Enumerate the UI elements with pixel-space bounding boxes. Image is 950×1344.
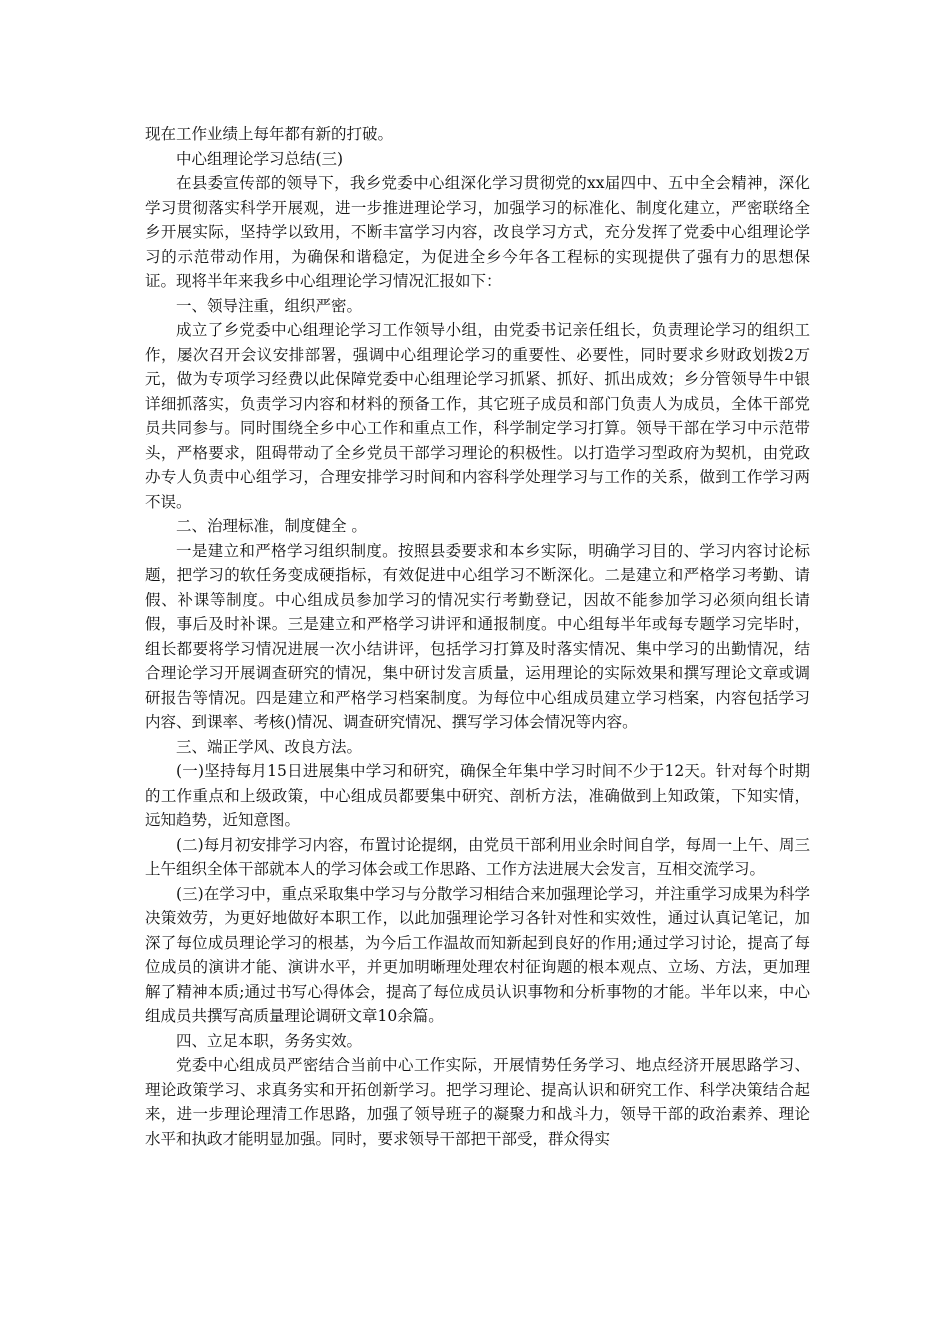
paragraph-method-2: (二)每月初安排学习内容，布置讨论提纲，由党员干部利用业余时间自学，每周一上午、周三上午组织全体干部就本人的学习体会或工作思路、工作方法进展大会发言，互相交流学习。 bbox=[145, 835, 810, 878]
heading-2: 二、治理标准，制度健全 。 bbox=[176, 517, 367, 535]
paragraph-leadership: 成立了乡党委中心组理论学习工作领导小组，由党委书记亲任组长，负责理论学习的组织工作，屡次召开会议安排部署，强调中心组理论学习的重要性、必要性，同时要求乡财政划拨2万元，做为专项学习经费以此保障党委中心组理论学习抓紧、抓好、抓出成效；乡分管领导牛中银详细抓落实，负责学习内容和材料的预备工作，其它班子成员和部门负责人为成员，全体干部党员共同参与。同时围绕全乡中心工作和重点工作，科学制定学习打算。领导干部在学习中示范带头，严格要求，阻碍带动了全乡党员干部学习理论的积极性。以打造学习型政府为契机，由党政办专人负责中心组学习，合理安排学习时间和内容科学处理学习与工作的关系，做到工作学习两不误。 bbox=[145, 321, 810, 511]
paragraph-practice: 党委中心组成员严密结合当前中心工作实际，开展情势任务学习、地点经济开展思路学习、理论政策学习、求真务实和开拓创新学习。把学习理论、提高认识和研究工作、科学决策结合起来，进一步理论理清工作思路，加强了领导班子的凝聚力和战斗力，领导干部的政治素养、理论水平和执政才能明显加强。同时，要求领导干部把干部受，群众得实 bbox=[145, 1056, 810, 1148]
heading-1: 一、领导注重，组织严密。 bbox=[176, 296, 363, 315]
intro-paragraph: 在县委宣传部的领导下，我乡党委中心组深化学习贯彻党的xx届四中、五中全会精神，深化学习贯彻落实科学开展观，进一步推进理论学习，加强学习的标准化、制度化建立，严密联络全乡开展实际，坚持学以致用，不断丰富学习内容，改良学习方式，充分发挥了党委中心组理论学习的示范带动作用，为确保和谐稳定，为促进全乡今年各工程标的实现提供了强有力的思想保证。现将半年来我乡中心组理论学习情况汇报如下： bbox=[145, 174, 810, 290]
paragraph-method-3: (三)在学习中，重点采取集中学习与分散学习相结合来加强理论学习，并注重学习成果为科学决策效劳，为更好地做好本职工作，以此加强理论学习各针对性和实效性，通过认真记笔记，加深了每位成员理论学习的根基，为今后工作温故而知新起到良好的作用;通过学习讨论，提高了每位成员的演讲才能、演讲水平，并更加明晰理处理农村征询题的根本观点、立场、方法，更加理解了精神本质;通过书写心得体会，提高了每位成员认识事物和分析事物的才能。半年以来，中心组成员共撰写高质量理论调研文章10余篇。 bbox=[145, 884, 810, 1025]
section-title: 中心组理论学习总结(三) bbox=[176, 149, 344, 168]
heading-3: 三、端正学风、改良方法。 bbox=[176, 737, 363, 756]
heading-4: 四、立足本职，务务实效。 bbox=[176, 1031, 363, 1050]
paragraph-rules: 一是建立和严格学习组织制度。按照县委要求和本乡实际，明确学习目的、学习内容讨论标题，把学习的软任务变成硬指标，有效促进中心组学习不断深化。二是建立和严格学习考勤、请假、补课等制度。中心组成员参加学习的情况实行考勤登记，因故不能参加学习必须向组长请假，事后及时补课。三是建立和严格学习讲评和通报制度。中心组每半年或每专题学习完毕时，组长都要将学习情况进展一次小结讲评，包括学习打算及时落实情况、集中学习的出勤情况，结合理论学习开展调查研究的情况，集中研讨发言质量，运用理论的实际效果和撰写理论文章或调研报告等情况。四是建立和严格学习档案制度。为每位中心组成员建立学习档案，内容包括学习内容、到课率、考核()情况、调查研究情况、撰写学习体会情况等内容。 bbox=[145, 541, 810, 731]
paragraph-continuation: 现在工作业绩上每年都有新的打破。 bbox=[145, 125, 394, 143]
document-body bbox=[145, 122, 810, 1151]
paragraph-method-1: (一)坚持每月15日进展集中学习和研究，确保全年集中学习时间不少于12天。针对每个时期的工作重点和上级政策，中心组成员都要集中研究、剖析方法，准确做到上知政策，下知实情，远知趋势，近知意图。 bbox=[145, 762, 810, 829]
